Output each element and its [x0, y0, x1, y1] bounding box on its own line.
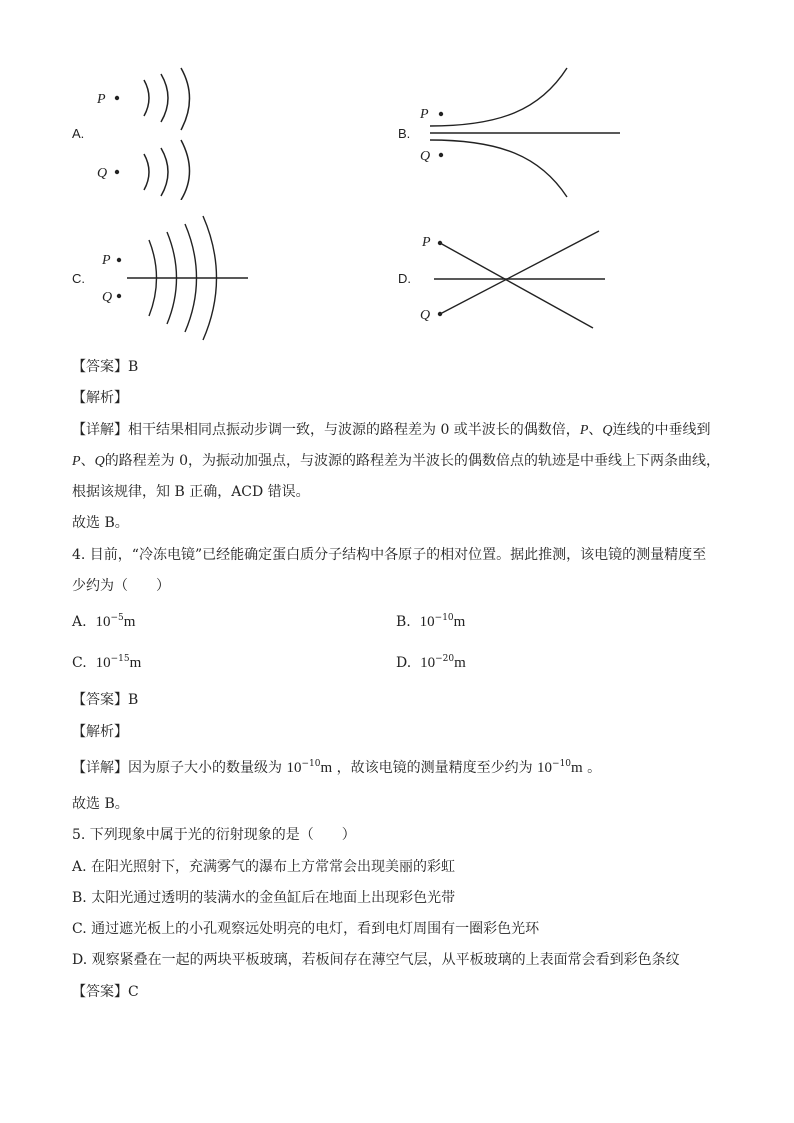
q4-option-c: [72, 653, 141, 673]
q5-stem: 5. 下列现象中属于光的衍射现象的是（ ）: [72, 827, 356, 843]
q5-option-a: A. 在阳光照射下，充满雾气的瀑布上方常常会出现美丽的彩虹: [72, 859, 456, 875]
point-p-label: P: [97, 92, 106, 107]
q4-option-b-base: 10: [419, 614, 435, 630]
point-p: [115, 96, 119, 100]
point-q: [117, 294, 121, 298]
q4-detail-exp-2: −10: [552, 759, 572, 769]
wave-arc-p-1: [144, 80, 149, 116]
q3-detail-text-2: 的路程差为 0，为振动加强点，与波源的路程差为半波长的偶数倍点的轨迹是中垂线上下两条曲线，: [104, 453, 721, 469]
point-q-label: Q: [97, 166, 108, 181]
point-q-label: Q: [102, 290, 113, 305]
option-c-label: C.: [72, 271, 85, 286]
q4-detail-text-c: 。: [587, 760, 602, 776]
point-q: [439, 153, 443, 157]
figure-a-diagram: [60, 60, 220, 200]
line-from-p: [440, 243, 593, 328]
q4-detail-text-b: ，故该电镜的测量精度至少约为: [336, 760, 533, 776]
q4-option-b: [396, 612, 465, 632]
q4-detail-unit-2: m: [571, 760, 583, 776]
figure-d-diagram: [390, 225, 620, 335]
q4-option-d-exp: −20: [435, 654, 455, 664]
figure-option-c: [60, 210, 260, 345]
upper-curve: [430, 68, 567, 126]
q4-option-a-base: 10: [95, 614, 111, 630]
figure-b-diagram: [390, 60, 630, 200]
lower-curve: [430, 140, 567, 197]
point-q-label: Q: [420, 149, 431, 164]
q4-option-b-exp: −10: [434, 613, 454, 623]
point-q: [115, 170, 119, 174]
point-p-label: P: [420, 107, 429, 122]
q3-detail-end-1: 连线的中垂线到: [612, 422, 711, 438]
q3-detail-tag: 【详解】: [72, 422, 128, 438]
figure-option-d: [390, 225, 620, 335]
q4-detail-base-2: 10: [537, 760, 553, 776]
line-from-q: [440, 231, 599, 314]
q4-detail-text-a: 因为原子大小的数量级为: [128, 760, 282, 776]
q4-detail-base-1: 10: [286, 760, 302, 776]
q3-detail-line-2: [72, 451, 720, 472]
q4-option-d-unit: m: [454, 655, 466, 671]
q5-option-d: D. 观察紧叠在一起的两块平板玻璃，若板间存在薄空气层，从平板玻璃的上表面常会看到彩色条纹: [72, 952, 680, 968]
q3-detail-q-1: Q: [602, 423, 613, 438]
q4-detail-exp-1: −10: [301, 759, 321, 769]
option-a-label: A.: [72, 126, 85, 141]
q5-answer: 【答案】C: [72, 984, 139, 1000]
q4-option-a-exp: −5: [110, 613, 124, 623]
q4-option-d-base: 10: [420, 655, 436, 671]
q4-option-a-label: A.: [72, 614, 87, 630]
q4-option-d: [396, 653, 466, 673]
q4-answer: 【答案】B: [72, 692, 139, 708]
q4-detail-tag: 【详解】: [72, 760, 128, 776]
q3-analysis: 【解析】: [72, 390, 128, 406]
q4-option-c-label: C.: [72, 655, 87, 671]
q5-option-c: C. 通过遮光板上的小孔观察远处明亮的电灯，看到电灯周围有一圈彩色光环: [72, 921, 540, 937]
q4-option-c-unit: m: [129, 655, 142, 671]
q3-detail-text-1: 相干结果相同点振动步调一致，与波源的路程差为 0 或半波长的偶数倍，: [128, 422, 580, 438]
q4-conclusion: 故选 B。: [72, 796, 129, 812]
point-q-label: Q: [420, 308, 431, 323]
wave-arc-q-3: [181, 140, 190, 200]
q4-stem-line-2: 少约为（ ）: [72, 578, 170, 594]
q3-detail-sep-2: 、: [80, 453, 95, 469]
figure-option-a: [60, 60, 220, 200]
point-p: [117, 258, 121, 262]
point-p: [439, 112, 443, 116]
point-p-label: P: [422, 235, 431, 250]
figure-c-diagram: [60, 210, 260, 345]
figure-option-b: [390, 60, 630, 200]
wave-arc-p-3: [181, 68, 190, 130]
q3-conclusion: 故选 B。: [72, 515, 129, 531]
q4-stem-line-1: 4. 目前，“冷冻电镜”已经能确定蛋白质分子结构中各原子的相对位置。据此推测，该电镜的测量精度至: [72, 547, 707, 563]
q4-option-d-label: D.: [396, 655, 412, 671]
q4-option-c-base: 10: [95, 655, 111, 671]
q3-detail-line-1: [72, 420, 711, 441]
q4-option-a-unit: m: [123, 614, 136, 630]
point-p-label: P: [102, 253, 111, 268]
q3-detail-p-2: P: [72, 454, 81, 469]
q4-option-b-unit: m: [453, 614, 466, 630]
q3-detail-p-1: P: [579, 423, 589, 438]
q4-option-b-label: B.: [396, 614, 411, 630]
q3-detail-line-3: 根据该规律，知 B 正确，ACD 错误。: [72, 484, 310, 500]
q4-option-a: [72, 612, 135, 632]
q5-option-b: B. 太阳光通过透明的装满水的金鱼缸后在地面上出现彩色光带: [72, 890, 456, 906]
q3-detail-q-2: Q: [94, 454, 105, 469]
q4-option-c-exp: −15: [110, 654, 130, 664]
option-d-label: D.: [398, 271, 411, 286]
q3-detail-sep-1: 、: [588, 422, 603, 438]
wave-arc-p-2: [161, 74, 168, 122]
option-b-label: B.: [398, 126, 411, 141]
q4-detail: [72, 758, 601, 778]
q4-analysis: 【解析】: [72, 724, 128, 740]
q4-detail-unit-1: m: [320, 760, 333, 776]
q3-answer: 【答案】B: [72, 359, 139, 375]
wave-arc-q-2: [161, 148, 168, 196]
wave-arc-q-1: [144, 154, 149, 190]
